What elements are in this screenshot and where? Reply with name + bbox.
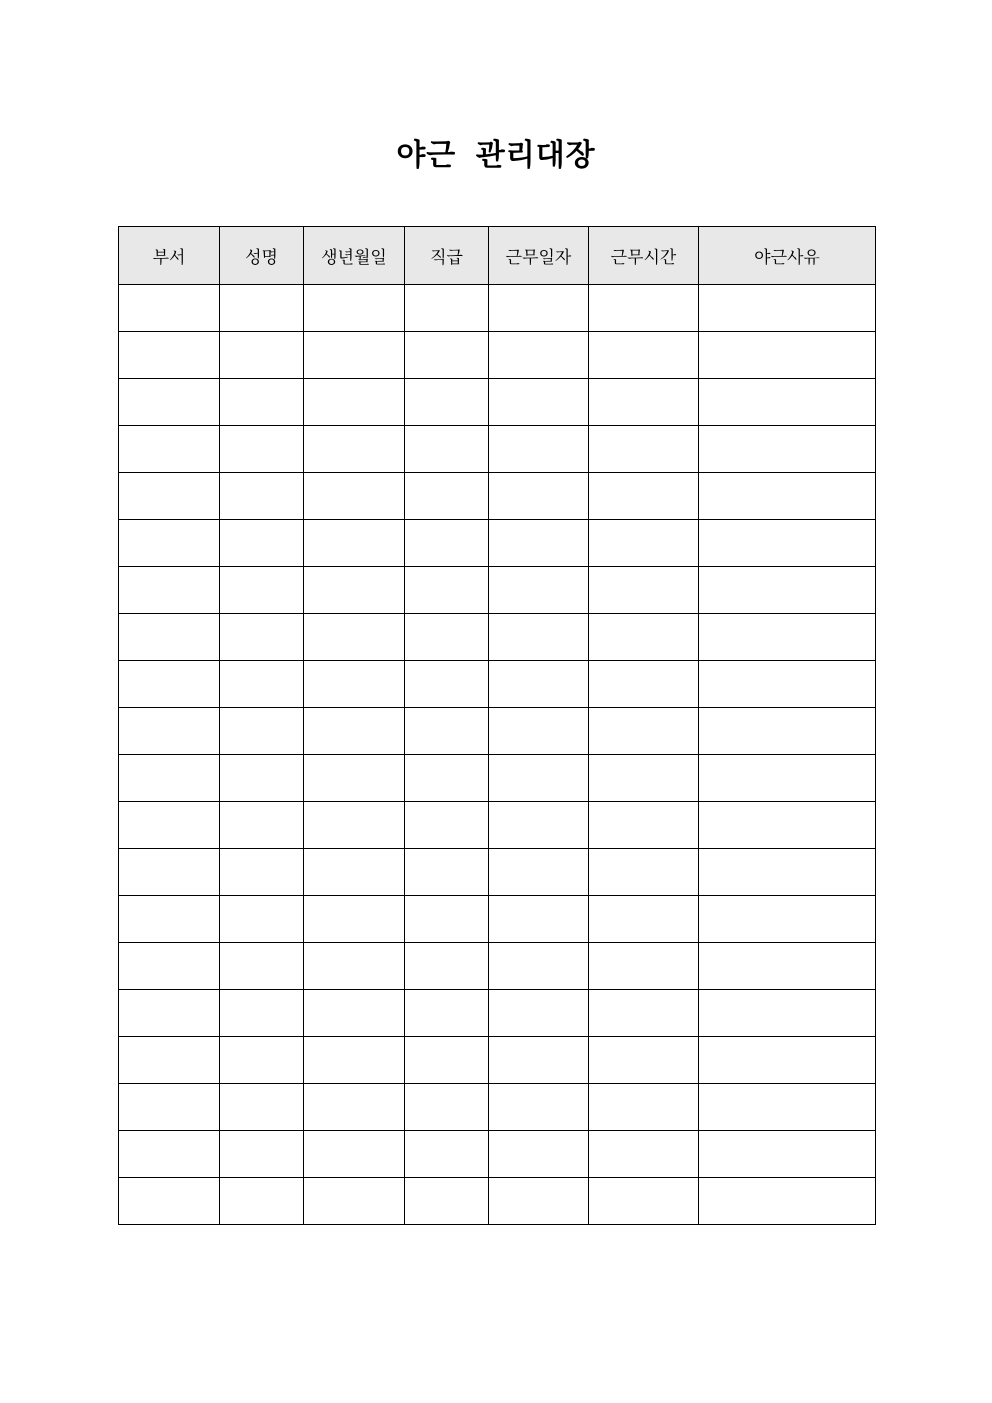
table-cell-birthdate[interactable] [304, 285, 405, 332]
table-cell-name[interactable] [220, 520, 304, 567]
table-cell-work-date[interactable] [489, 896, 589, 943]
table-cell-position[interactable] [405, 849, 489, 896]
table-cell-work-date[interactable] [489, 755, 589, 802]
table-cell-position[interactable] [405, 379, 489, 426]
table-cell-work-date[interactable] [489, 426, 589, 473]
table-cell-department[interactable] [119, 943, 220, 990]
table-row [119, 708, 876, 755]
table-cell-overtime-reason[interactable] [699, 755, 876, 802]
table-row [119, 1037, 876, 1084]
table-cell-overtime-reason[interactable] [699, 896, 876, 943]
table-cell-work-hours[interactable] [589, 708, 699, 755]
table-body [119, 285, 876, 1225]
table-cell-work-date[interactable] [489, 849, 589, 896]
table-cell-department[interactable] [119, 896, 220, 943]
table-row [119, 473, 876, 520]
table-cell-work-hours[interactable] [589, 990, 699, 1037]
table-cell-work-date[interactable] [489, 614, 589, 661]
table-cell-position[interactable] [405, 1084, 489, 1131]
table-cell-work-hours[interactable] [589, 332, 699, 379]
table-cell-work-date[interactable] [489, 1178, 589, 1225]
table-cell-overtime-reason[interactable] [699, 1131, 876, 1178]
table-cell-name[interactable] [220, 755, 304, 802]
table-cell-birthdate[interactable] [304, 896, 405, 943]
table-cell-overtime-reason[interactable] [699, 473, 876, 520]
table-cell-department[interactable] [119, 1084, 220, 1131]
table-cell-position[interactable] [405, 473, 489, 520]
column-header-birthdate: 생년월일 [304, 227, 405, 285]
table-cell-overtime-reason[interactable] [699, 990, 876, 1037]
table-cell-position[interactable] [405, 285, 489, 332]
table-cell-position[interactable] [405, 990, 489, 1037]
table-cell-work-date[interactable] [489, 802, 589, 849]
column-header-overtime-reason: 야근사유 [699, 227, 876, 285]
table-cell-name[interactable] [220, 614, 304, 661]
table-cell-overtime-reason[interactable] [699, 1178, 876, 1225]
table-cell-birthdate[interactable] [304, 1131, 405, 1178]
table-cell-overtime-reason[interactable] [699, 849, 876, 896]
table-cell-name[interactable] [220, 332, 304, 379]
table-cell-work-date[interactable] [489, 1084, 589, 1131]
table-cell-birthdate[interactable] [304, 708, 405, 755]
table-cell-overtime-reason[interactable] [699, 379, 876, 426]
table-cell-work-date[interactable] [489, 990, 589, 1037]
table-row [119, 332, 876, 379]
table-cell-overtime-reason[interactable] [699, 426, 876, 473]
table-cell-birthdate[interactable] [304, 802, 405, 849]
table-cell-department[interactable] [119, 849, 220, 896]
table-cell-work-hours[interactable] [589, 1131, 699, 1178]
table-cell-position[interactable] [405, 661, 489, 708]
table-cell-birthdate[interactable] [304, 755, 405, 802]
table-cell-name[interactable] [220, 896, 304, 943]
table-cell-position[interactable] [405, 1131, 489, 1178]
table-cell-department[interactable] [119, 1178, 220, 1225]
table-cell-work-date[interactable] [489, 473, 589, 520]
table-cell-name[interactable] [220, 1084, 304, 1131]
table-cell-work-date[interactable] [489, 567, 589, 614]
table-cell-department[interactable] [119, 332, 220, 379]
table-cell-overtime-reason[interactable] [699, 661, 876, 708]
table-cell-name[interactable] [220, 849, 304, 896]
table-cell-department[interactable] [119, 1131, 220, 1178]
table-row [119, 426, 876, 473]
table-cell-name[interactable] [220, 990, 304, 1037]
column-header-work-hours: 근무시간 [589, 227, 699, 285]
table-cell-work-hours[interactable] [589, 755, 699, 802]
table-cell-name[interactable] [220, 426, 304, 473]
column-header-department: 부서 [119, 227, 220, 285]
table-cell-work-hours[interactable] [589, 426, 699, 473]
table-cell-position[interactable] [405, 567, 489, 614]
table-cell-birthdate[interactable] [304, 614, 405, 661]
table-cell-work-date[interactable] [489, 285, 589, 332]
table-cell-position[interactable] [405, 426, 489, 473]
table-row [119, 661, 876, 708]
column-header-work-date: 근무일자 [489, 227, 589, 285]
table-cell-overtime-reason[interactable] [699, 943, 876, 990]
table-cell-department[interactable] [119, 708, 220, 755]
table-cell-work-hours[interactable] [589, 1037, 699, 1084]
table-cell-position[interactable] [405, 332, 489, 379]
table-cell-work-date[interactable] [489, 520, 589, 567]
table-cell-overtime-reason[interactable] [699, 332, 876, 379]
table-row [119, 520, 876, 567]
table-cell-work-date[interactable] [489, 708, 589, 755]
table-row [119, 1178, 876, 1225]
table-cell-work-date[interactable] [489, 332, 589, 379]
table-cell-overtime-reason[interactable] [699, 520, 876, 567]
column-header-position: 직급 [405, 227, 489, 285]
table-cell-position[interactable] [405, 520, 489, 567]
table-row [119, 849, 876, 896]
table-row [119, 990, 876, 1037]
table-cell-name[interactable] [220, 802, 304, 849]
table-cell-work-hours[interactable] [589, 661, 699, 708]
table-cell-birthdate[interactable] [304, 426, 405, 473]
overtime-register-table [118, 226, 876, 1225]
table-cell-overtime-reason[interactable] [699, 614, 876, 661]
table-cell-position[interactable] [405, 614, 489, 661]
table-cell-overtime-reason[interactable] [699, 567, 876, 614]
table-cell-name[interactable] [220, 708, 304, 755]
table-header-row [119, 227, 876, 285]
table-cell-position[interactable] [405, 1178, 489, 1225]
table-cell-department[interactable] [119, 802, 220, 849]
table-cell-work-hours[interactable] [589, 473, 699, 520]
table-cell-birthdate[interactable] [304, 1037, 405, 1084]
table-cell-work-date[interactable] [489, 1037, 589, 1084]
table-row [119, 1084, 876, 1131]
table-cell-department[interactable] [119, 473, 220, 520]
table-cell-work-hours[interactable] [589, 567, 699, 614]
table-cell-work-hours[interactable] [589, 1084, 699, 1131]
table-cell-work-date[interactable] [489, 1131, 589, 1178]
table-cell-work-hours[interactable] [589, 943, 699, 990]
table-row [119, 943, 876, 990]
table-cell-overtime-reason[interactable] [699, 708, 876, 755]
table-cell-birthdate[interactable] [304, 567, 405, 614]
table-row [119, 896, 876, 943]
table-row [119, 614, 876, 661]
table-cell-birthdate[interactable] [304, 849, 405, 896]
table-row [119, 1131, 876, 1178]
table-cell-department[interactable] [119, 426, 220, 473]
table-cell-position[interactable] [405, 708, 489, 755]
table-row [119, 379, 876, 426]
table-cell-work-date[interactable] [489, 661, 589, 708]
table-cell-work-hours[interactable] [589, 614, 699, 661]
table-cell-name[interactable] [220, 943, 304, 990]
table-cell-department[interactable] [119, 567, 220, 614]
table-cell-name[interactable] [220, 1037, 304, 1084]
table-cell-position[interactable] [405, 755, 489, 802]
table-row [119, 755, 876, 802]
table-cell-name[interactable] [220, 661, 304, 708]
table-row [119, 567, 876, 614]
table-cell-work-hours[interactable] [589, 896, 699, 943]
table-cell-department[interactable] [119, 661, 220, 708]
table-cell-birthdate[interactable] [304, 943, 405, 990]
table-cell-work-date[interactable] [489, 943, 589, 990]
table-cell-position[interactable] [405, 896, 489, 943]
table-cell-overtime-reason[interactable] [699, 285, 876, 332]
table-cell-position[interactable] [405, 802, 489, 849]
table-cell-position[interactable] [405, 1037, 489, 1084]
table-cell-department[interactable] [119, 990, 220, 1037]
table-cell-birthdate[interactable] [304, 1084, 405, 1131]
table-row [119, 285, 876, 332]
table-cell-department[interactable] [119, 520, 220, 567]
table-cell-overtime-reason[interactable] [699, 802, 876, 849]
table-cell-work-hours[interactable] [589, 849, 699, 896]
table-cell-department[interactable] [119, 379, 220, 426]
table-cell-department[interactable] [119, 1037, 220, 1084]
table-cell-work-hours[interactable] [589, 379, 699, 426]
table-cell-name[interactable] [220, 285, 304, 332]
table-cell-work-hours[interactable] [589, 802, 699, 849]
table-cell-birthdate[interactable] [304, 332, 405, 379]
table-cell-birthdate[interactable] [304, 1178, 405, 1225]
table-cell-name[interactable] [220, 1178, 304, 1225]
table-cell-birthdate[interactable] [304, 520, 405, 567]
table-cell-department[interactable] [119, 755, 220, 802]
page-title: 야근 관리대장 [396, 138, 596, 173]
table-cell-work-date[interactable] [489, 379, 589, 426]
table-cell-name[interactable] [220, 473, 304, 520]
table-cell-overtime-reason[interactable] [699, 1037, 876, 1084]
table-cell-birthdate[interactable] [304, 379, 405, 426]
table-cell-birthdate[interactable] [304, 990, 405, 1037]
table-cell-department[interactable] [119, 285, 220, 332]
table-cell-work-hours[interactable] [589, 1178, 699, 1225]
table-cell-department[interactable] [119, 614, 220, 661]
table-cell-name[interactable] [220, 1131, 304, 1178]
table-cell-overtime-reason[interactable] [699, 1084, 876, 1131]
table-cell-work-hours[interactable] [589, 520, 699, 567]
table-cell-name[interactable] [220, 567, 304, 614]
table-row [119, 802, 876, 849]
table-cell-position[interactable] [405, 943, 489, 990]
column-header-name: 성명 [220, 227, 304, 285]
table-cell-birthdate[interactable] [304, 661, 405, 708]
table-cell-birthdate[interactable] [304, 473, 405, 520]
table-cell-name[interactable] [220, 379, 304, 426]
table-cell-work-hours[interactable] [589, 285, 699, 332]
